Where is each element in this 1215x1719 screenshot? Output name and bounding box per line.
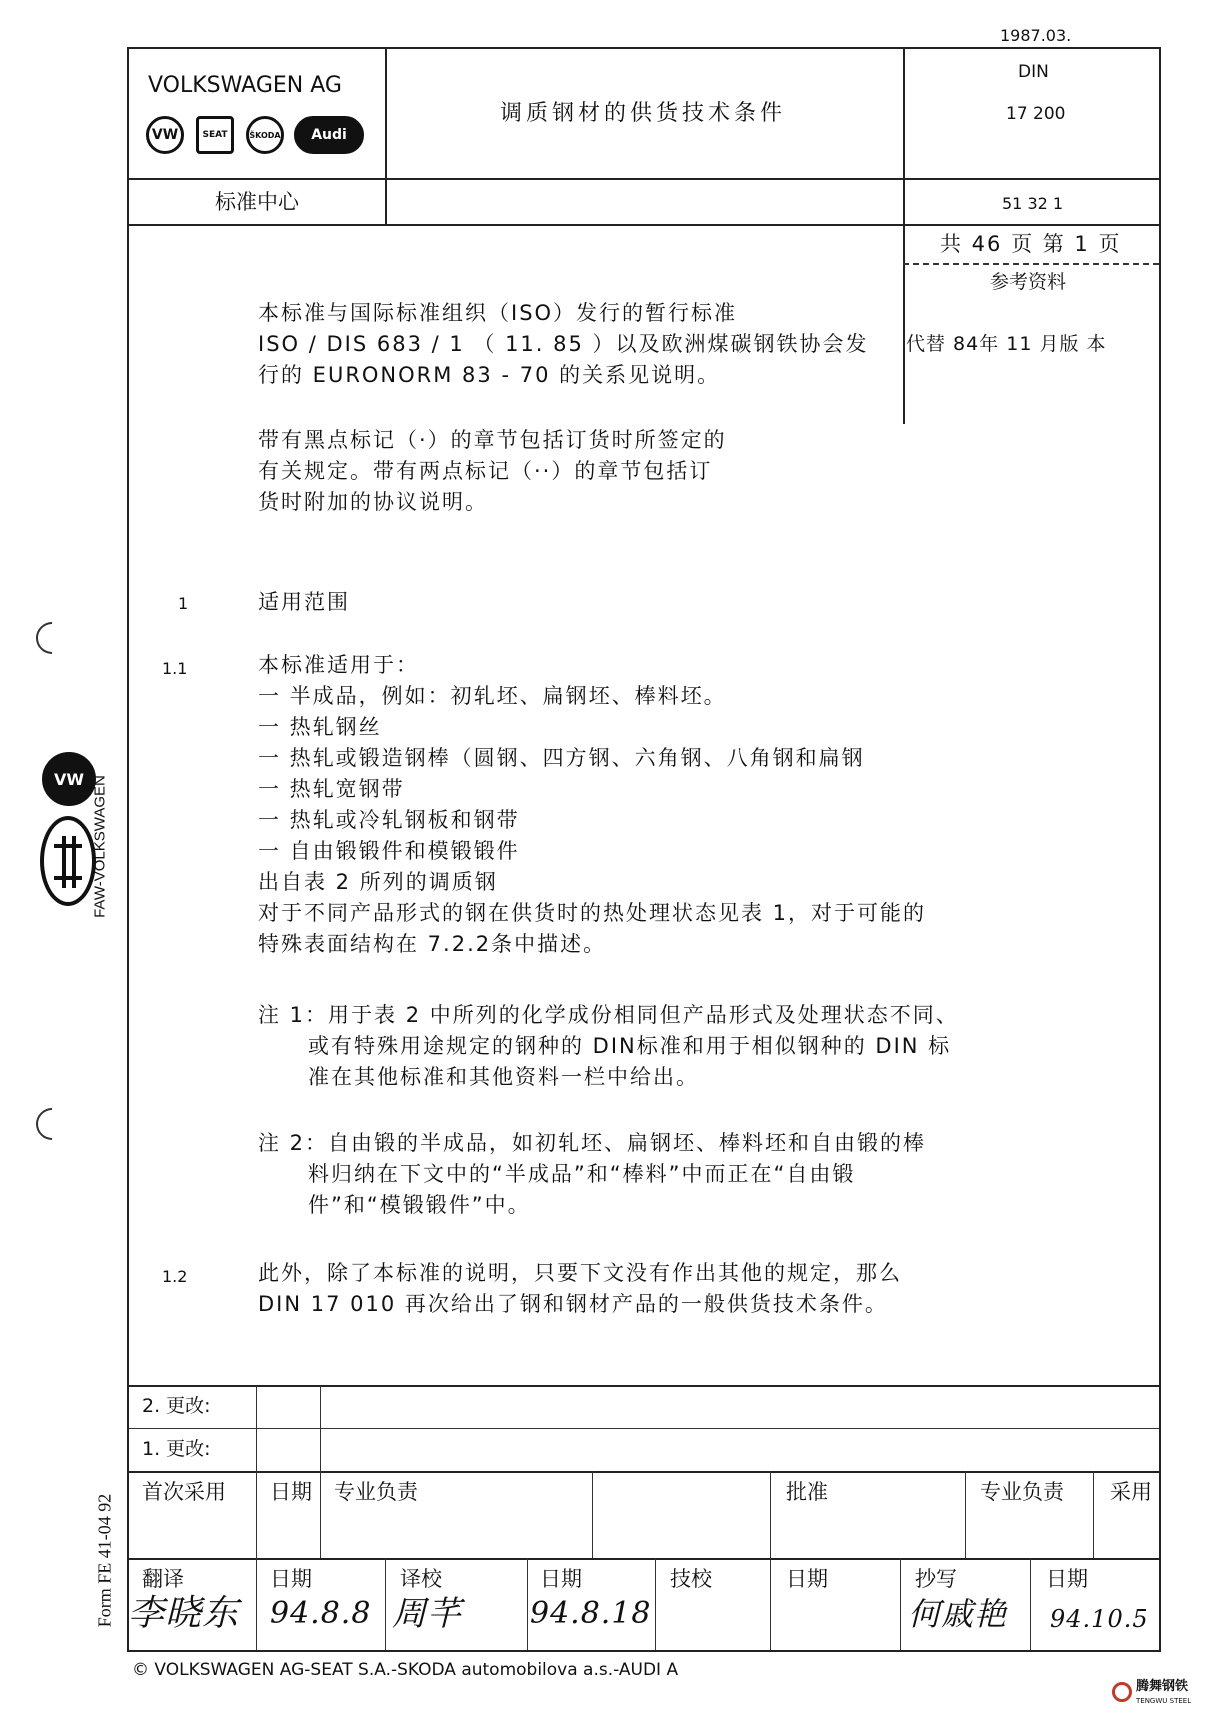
vw-logo: VW [146,116,184,154]
first-adopt-label: 首次采用 [142,1480,226,1504]
section-1-2-content: 此外，除了本标准的说明，只要下文没有作出其他的规定，那么 DIN 17 010 再次给出了钢和钢材产品的一般供货技术条件。 [258,1261,902,1316]
company-name: VOLKSWAGEN AG [148,73,342,98]
standard-number: 17 200 [1006,104,1066,124]
document-title: 调质钢材的供货技术条件 [500,101,787,126]
watermark-cn: 腾舞钢铁 [1136,1679,1189,1694]
marks-note-paragraph: 带有黑点标记（·）的章节包括订货时所签定的 有关规定。带有两点标记（··）的章节包括订 货时附加的协议说明。 [258,428,727,514]
responsible-label: 专业负责 [334,1480,418,1504]
proofread-label: 译校 [400,1567,442,1591]
watermark-en: TENGWU STEEL [1136,1697,1192,1705]
section-1-title: 适用范围 [258,590,350,614]
reference-label: 参考资料 [990,271,1067,293]
copy-label: 抄写 [915,1567,957,1591]
skoda-logo: ŠKODA [246,116,284,154]
binding-hole-mark [29,1101,74,1146]
intro-paragraph: 本标准与国际标准组织（ISO）发行的暂行标准 ISO / DIS 683 / 1 （ 11. 85 ）以及欧洲煤碳钢铁协会发 行的 EURONORM 83 - 70 的关系见说明。 [258,301,869,387]
faw-volkswagen-text: FAW-VOLKSWAGEN [91,775,109,918]
change-2-label: 2. 更改: [142,1395,211,1417]
adopt-label: 采用 [1110,1480,1152,1504]
proofread-date-label: 日期 [540,1567,582,1591]
faw-vw-logo: VW [42,752,96,806]
faw-logo [40,816,96,906]
section-1-1-number: 1.1 [162,659,188,678]
page-info: 共 46 页 第 1 页 [940,232,1122,256]
copier-signature: 何戚艳 [908,1595,1008,1633]
tengwu-logo-icon [1112,1682,1132,1702]
copyright: © VOLKSWAGEN AG-SEAT S.A.-SKODA automobilova a.s.-AUDI A [132,1660,679,1680]
translate-label: 翻译 [142,1567,184,1591]
replaces-edition: 代替 84年 11 月版 本 [906,333,1107,355]
form-number: Form FE 41-04 92 [94,1493,115,1628]
binding-hole-mark [29,615,74,660]
approve-label: 批准 [786,1480,828,1504]
date-label: 日期 [270,1480,312,1504]
copy-date-signature: 94.10.5 [1050,1605,1149,1633]
section-1-2-number: 1.2 [162,1267,188,1286]
frame-right-border [1159,47,1161,1497]
tech-check-label: 技校 [670,1567,712,1591]
section-1-1-content: 本标准适用于： 一 半成品，例如：初轧坯、扁钢坯、棒料坯。 一 热轧钢丝 一 热轧或锻造钢棒（圆钢、四方钢、六角钢、八角钢和扁钢 一 热轧宽钢带 一 热轧或冷轧钢板和钢带 一 自由锻锻件和模锻锻件 出自表 2 所列的调质钢 对于不同产品形式的钢在供货时的热处理状态见表 1，对于可能的 特殊表面结构在 7.2.2条中描述。 [258,653,927,956]
doc-number: 51 32 1 [1002,194,1064,213]
issue-date: 1987.03. [1000,26,1072,45]
note-1: 注 1：用于表 2 中所列的化学成份相同但产品形式及处理状态不同、 或有特殊用途规定的钢种的 DIN标准和用于相似钢种的 DIN 标 准在其他标准和其他资料一栏中给出。 [258,1003,959,1089]
note-2: 注 2：自由锻的半成品，如初轧坯、扁钢坯、棒料坯和自由锻的棒 料归纳在下文中的“半成品”和“棒料”中而正在“自由锻 件”和“模锻锻件”中。 [258,1131,927,1217]
frame-left-border [127,47,129,1497]
section-1-number: 1 [178,594,189,613]
change-1-label: 1. 更改: [142,1438,211,1460]
audi-logo: Audi [294,116,364,154]
proofreader-signature: 周芊 [392,1594,462,1634]
copy-date-label: 日期 [1046,1567,1088,1591]
translate-date-signature: 94.8.8 [270,1596,372,1631]
translator-signature: 李晓东 [128,1593,240,1634]
translate-date-label: 日期 [270,1567,312,1591]
department: 标准中心 [215,190,299,214]
responsible-label-2: 专业负责 [980,1480,1064,1504]
standard-label: DIN [1018,62,1049,82]
seat-logo: SEAT [196,116,234,154]
tech-check-date-label: 日期 [786,1567,828,1591]
proofread-date-signature: 94.8.18 [530,1596,652,1631]
